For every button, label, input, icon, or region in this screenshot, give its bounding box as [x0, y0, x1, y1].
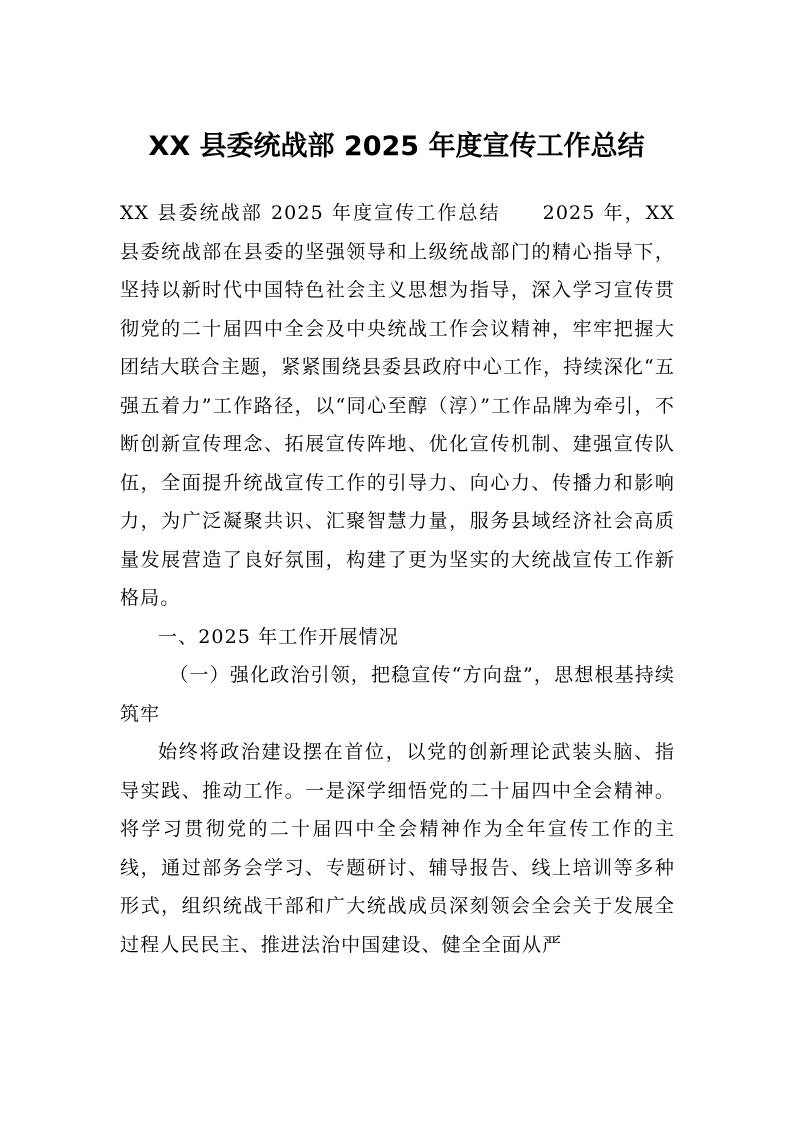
section-heading: 一、2025 年工作开展情况 — [158, 625, 399, 648]
body-paragraph: 始终将政治建设摆在首位，以党的创新理论武装头脑、指导实践、推动工作。一是深学细悟党的二十届四中全会精神。将学习贯彻党的二十届四中全会精神作为全年宣传工作的主线，通过部务会学习、专题研讨、辅导报告、线上培训等多种形式，组织统战干部和广大统战成员深刻领会全会关于发展全过程人民民主、推进法治中国建设、健全全面从严 — [120, 741, 675, 956]
subsection-heading: （一）强化政治引领，把稳宣传“方向盘”，思想根基持续筑牢 — [120, 664, 675, 725]
intro-lead: XX 县委统战部 2025 年度宣传工作总结 — [120, 202, 501, 224]
intro-paragraph — [120, 194, 675, 618]
document-body — [120, 194, 675, 964]
intro-text: 2025 年，XX 县委统战部在县委的坚强领导和上级统战部门的精心指导下，坚持以新时代中国特色社会主义思想为指导，深入学习宣传贯彻党的二十届四中全会及中央统战工作会议精神，牢牢把握大团结大联合主题，紧紧围绕县委县政府中心工作，持续深化“五强五着力”工作路径，以“同心至醇（淳）”工作品牌为牵引，不断创新宣传理念、拓展宣传阵地、优化宣传机制、建强宣传队伍，全面提升统战宣传工作的引导力、向心力、传播力和影响力，为广泛凝聚共识、汇聚智慧力量，服务县域经济社会高质量发展营造了良好氛围，构建了更为坚实的大统战宣传工作新格局。 — [120, 202, 675, 609]
document-title: XX 县委统战部 2025 年度宣传工作总结 — [148, 131, 645, 162]
